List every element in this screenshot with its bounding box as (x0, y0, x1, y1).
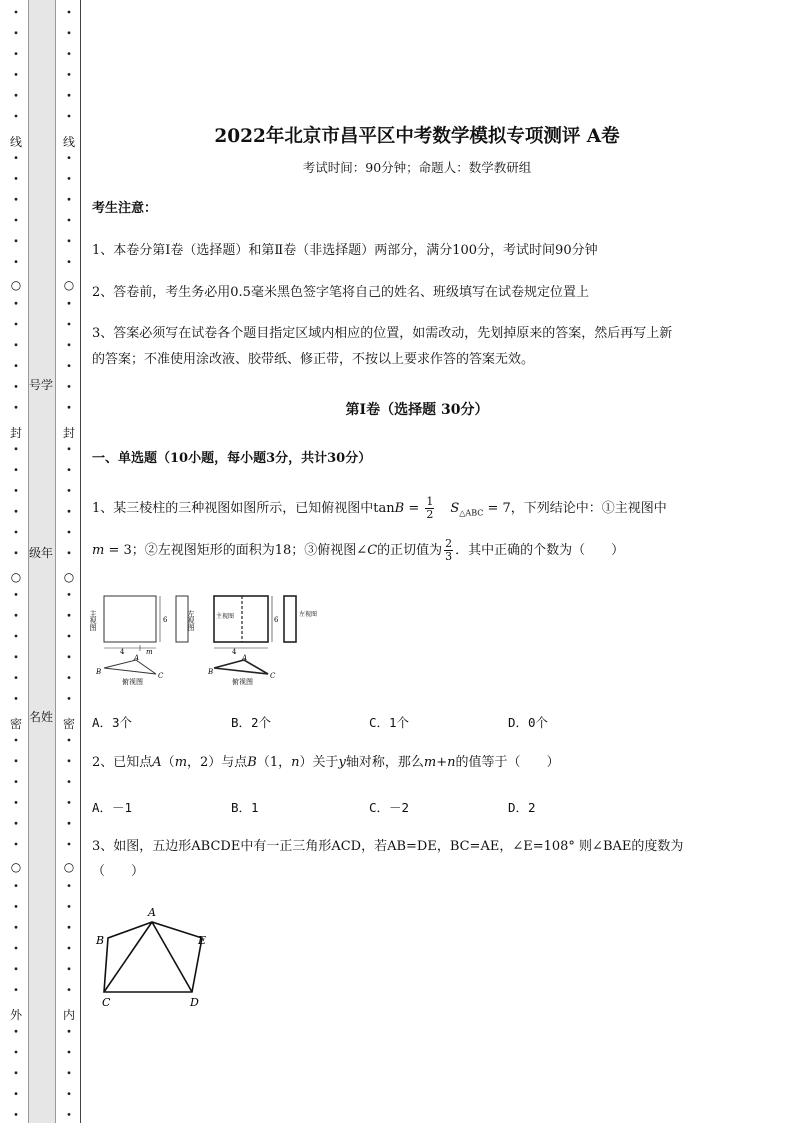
vertex-B-label-2: B (208, 668, 214, 676)
exam-meta: 考试时间：90分钟；命题人：数学教研组 (302, 160, 532, 175)
q1-text-b: ，下列结论中：①主视图中 (510, 501, 667, 516)
binding-dot (15, 94, 18, 97)
binding-dot (15, 31, 18, 34)
binding-dot (15, 884, 18, 887)
binding-dot (15, 11, 18, 14)
binding-dot (68, 947, 71, 950)
notice-heading: 考生注意： (92, 201, 158, 216)
frac-numerator: 2 (445, 537, 453, 550)
q1-text: 的正切值为 (377, 543, 443, 558)
binding-dot (15, 593, 18, 596)
binding-dot (68, 489, 71, 492)
q1-area-symbol: S (450, 501, 460, 516)
binding-dot (15, 843, 18, 846)
inner-binding-dots (59, 0, 79, 1123)
q3-line2: （ ） (92, 864, 145, 879)
q2-part: ）关于 (299, 755, 339, 770)
q1-option-d: D．0个 (508, 715, 549, 730)
frac-denominator: 2 (426, 508, 434, 521)
binding-dot (15, 801, 18, 804)
binding-dot (15, 447, 18, 450)
binding-dot (68, 905, 71, 908)
binding-dot (68, 967, 71, 970)
outer-dot-column (6, 0, 26, 1123)
q2-option-c: C．－2 (369, 800, 410, 815)
frac-denominator: 3 (445, 550, 453, 563)
page-title: 2022年北京市昌平区中考数学模拟专项测评 A卷 (214, 126, 620, 147)
binding-dot (68, 926, 71, 929)
q2-var-y: y (338, 755, 346, 770)
vertex-E: E (198, 934, 207, 947)
grade-field: 级年 (28, 546, 53, 560)
binding-dot (68, 843, 71, 846)
binding-dot (68, 447, 71, 450)
binding-dot (68, 1113, 71, 1116)
q1-fraction-half (425, 496, 434, 521)
outer-char-circle: ○ (10, 860, 22, 874)
binding-dot (15, 614, 18, 617)
q2-part: 的值等于（ ） (455, 755, 560, 770)
q1-line2 (92, 538, 624, 564)
binding-dot (68, 177, 71, 180)
inner-dot-column (59, 0, 79, 1123)
binding-dot (68, 239, 71, 242)
q1-figure-views (89, 590, 332, 690)
binding-dot (68, 156, 71, 159)
name-field: 名姓 (28, 710, 53, 724)
binding-dot (15, 947, 18, 950)
q2-var-B: B (247, 755, 257, 770)
front-view-label-2: 主视图 (216, 613, 235, 620)
inner-char-feng: 封 (62, 426, 75, 440)
vertex-A-label: A (134, 654, 140, 662)
binding-dot (68, 94, 71, 97)
top-view-label-2: 俯视图 (232, 678, 253, 686)
binding-dot (68, 697, 71, 700)
binding-dot (15, 676, 18, 679)
binding-dot (68, 739, 71, 742)
front-view-rect (104, 596, 156, 642)
part-heading: 一、单选题（10小题，每小题3分，共计30分） (92, 451, 372, 466)
binding-dot (68, 31, 71, 34)
binding-dot (68, 11, 71, 14)
binding-dot (68, 780, 71, 783)
vertex-B: B (96, 934, 105, 947)
inner-char-mi: 密 (62, 717, 75, 731)
inner-char-xian: 线 (62, 135, 75, 149)
binding-dot (15, 551, 18, 554)
binding-dot (15, 1051, 18, 1054)
student-id-field: 号学 (28, 378, 53, 392)
binding-dot (68, 593, 71, 596)
q3-line1: 3、如图，五边形ABCDE中有一正三角形ACD，若AB=DE，BC=AE，∠E=108° 则∠BAE的度数为 (92, 839, 684, 854)
vertex-C: C (102, 996, 111, 1009)
binding-dot (68, 73, 71, 76)
notice-item-3: 3、答案必须写在试卷各个题目指定区域内相应的位置，如需改动，先划掉原来的答案，然后再写上新 (92, 326, 673, 341)
top-view-triangle (104, 660, 156, 674)
binding-dot (68, 822, 71, 825)
binding-dot (68, 260, 71, 263)
binding-dot (15, 219, 18, 222)
binding-dot (15, 780, 18, 783)
q2-option-a: A．－1 (92, 800, 133, 815)
vertex-D: D (190, 996, 199, 1009)
binding-dot (68, 52, 71, 55)
binding-dot (15, 323, 18, 326)
binding-dot (15, 1113, 18, 1116)
binding-dot (15, 655, 18, 658)
binding-dot (68, 219, 71, 222)
m-label: m (146, 648, 153, 656)
top-view-label: 俯视图 (122, 678, 143, 686)
vertex-A-label-2: A (242, 654, 248, 662)
binding-dot (68, 801, 71, 804)
binding-dot (68, 1071, 71, 1074)
binding-dot (68, 988, 71, 991)
vertex-A: A (148, 906, 156, 919)
binding-dot (68, 1092, 71, 1095)
q1-var-m: m (92, 543, 105, 558)
section-title: 第Ⅰ卷（选择题 30分） (345, 402, 489, 418)
binding-dot (15, 177, 18, 180)
left-view-rect-2 (284, 596, 296, 642)
binding-dot (68, 1030, 71, 1033)
binding-dot (15, 1092, 18, 1095)
q1-area-subscript: △ABC (459, 508, 484, 518)
q2-part: 轴对称，那么 (345, 755, 424, 770)
notice-item-1: 1、本卷分第Ⅰ卷（选择题）和第Ⅱ卷（非选择题）两部分，满分100分，考试时间90分钟 (92, 243, 598, 258)
binding-dot (15, 239, 18, 242)
binding-dot (15, 759, 18, 762)
binding-dot (15, 739, 18, 742)
q2-option-b: B．1 (231, 800, 259, 815)
binding-dot (15, 1071, 18, 1074)
q1-option-a: A．3个 (92, 715, 133, 730)
q1-option-b: B．2个 (231, 715, 272, 730)
q1-option-c: C．1个 (369, 715, 410, 730)
q2-var-m: m (174, 755, 188, 770)
binding-dot (68, 676, 71, 679)
inner-char-circle: ○ (63, 278, 75, 292)
vertex-C-label: C (158, 672, 164, 680)
binding-dot (68, 364, 71, 367)
segment-AC (104, 922, 152, 992)
q2-part: ，2）与点 (187, 755, 248, 770)
six-label-2: 6 (274, 616, 279, 624)
outer-char-xian: 线 (9, 135, 22, 149)
binding-dot (68, 635, 71, 638)
q1-text: = 3；②左视图矩形的面积为18；③俯视图∠ (104, 543, 368, 558)
student-info-band (28, 0, 56, 1123)
binding-dot (15, 364, 18, 367)
q1-area-eq: = 7 (483, 501, 511, 516)
q2-part: 2、已知点 (92, 755, 153, 770)
binding-dot (15, 260, 18, 263)
four-label-2: 4 (232, 648, 237, 656)
outer-binding-dots (6, 0, 26, 1123)
q2-var-A: A (152, 755, 162, 770)
binding-dot (68, 468, 71, 471)
binding-dot (15, 988, 18, 991)
binding-dot (68, 406, 71, 409)
binding-dot (68, 198, 71, 201)
q1-fraction-two-thirds (444, 538, 453, 563)
outer-char-mi: 密 (9, 717, 22, 731)
vertex-B-label: B (96, 668, 102, 676)
binding-dot (15, 52, 18, 55)
q2-part: （1， (256, 755, 292, 770)
binding-dot (68, 115, 71, 118)
binding-dot (68, 884, 71, 887)
left-view-label: 左视图 (187, 610, 195, 631)
notice-item-3-cont: 的答案；不准使用涂改液、胶带纸、修正带，不按以上要求作答的答案无效。 (92, 352, 535, 367)
binding-dot (15, 531, 18, 534)
binding-dot (15, 489, 18, 492)
binding-dot (15, 697, 18, 700)
four-label: 4 (120, 648, 125, 656)
inner-char-nei: 内 (62, 1008, 75, 1022)
q2-option-d: D．2 (508, 800, 536, 815)
binding-dot (68, 343, 71, 346)
front-view-label: 主视图 (89, 610, 97, 631)
pentagon-abcde (104, 922, 202, 992)
q1-eq: = (404, 501, 424, 516)
q1-var-C: C (367, 543, 378, 558)
binding-dot (15, 468, 18, 471)
notice-item-2: 2、答卷前，考生务必用0.5毫米黑色签字笔将自己的姓名、班级填写在试卷规定位置上 (92, 285, 589, 300)
q2-var-n: n (291, 755, 300, 770)
q3-pentagon-figure (92, 900, 222, 1010)
outer-char-wai: 外 (9, 1008, 22, 1022)
binding-dot (15, 115, 18, 118)
q2-var-mn: m+n (423, 755, 456, 770)
binding-dot (15, 343, 18, 346)
top-view-triangle-2 (214, 660, 268, 674)
binding-dot (68, 614, 71, 617)
binding-rule (80, 0, 81, 1123)
binding-dot (15, 156, 18, 159)
inner-char-circle: ○ (63, 570, 75, 584)
q1-var-B: B (394, 501, 405, 516)
binding-dot (15, 635, 18, 638)
six-label: 6 (163, 616, 168, 624)
binding-dot (68, 655, 71, 658)
binding-dot (15, 385, 18, 388)
binding-dot (15, 926, 18, 929)
q2-part: （ (161, 755, 175, 770)
binding-dot (68, 759, 71, 762)
binding-dot (15, 198, 18, 201)
q1-text: 1、某三棱柱的三种视图如图所示，已知俯视图中tan (92, 501, 395, 516)
q2-text (92, 750, 560, 776)
binding-dot (15, 967, 18, 970)
binding-dot (15, 1030, 18, 1033)
binding-dot (68, 531, 71, 534)
binding-dot (68, 551, 71, 554)
binding-dot (68, 385, 71, 388)
binding-dot (15, 905, 18, 908)
q1-text: ．其中正确的个数为（ ） (455, 543, 625, 558)
binding-dot (68, 323, 71, 326)
inner-char-circle: ○ (63, 860, 75, 874)
vertex-C-label-2: C (270, 672, 276, 680)
binding-dot (68, 1051, 71, 1054)
binding-dot (15, 302, 18, 305)
q1-line1 (92, 496, 667, 527)
binding-dot (15, 822, 18, 825)
binding-dot (15, 510, 18, 513)
binding-dot (68, 302, 71, 305)
outer-char-feng: 封 (9, 426, 22, 440)
binding-dot (68, 510, 71, 513)
outer-char-circle: ○ (10, 570, 22, 584)
left-view-label-2: 左视图 (299, 611, 318, 618)
frac-numerator: 1 (426, 495, 434, 508)
binding-dot (15, 406, 18, 409)
outer-char-circle: ○ (10, 278, 22, 292)
binding-dot (15, 73, 18, 76)
